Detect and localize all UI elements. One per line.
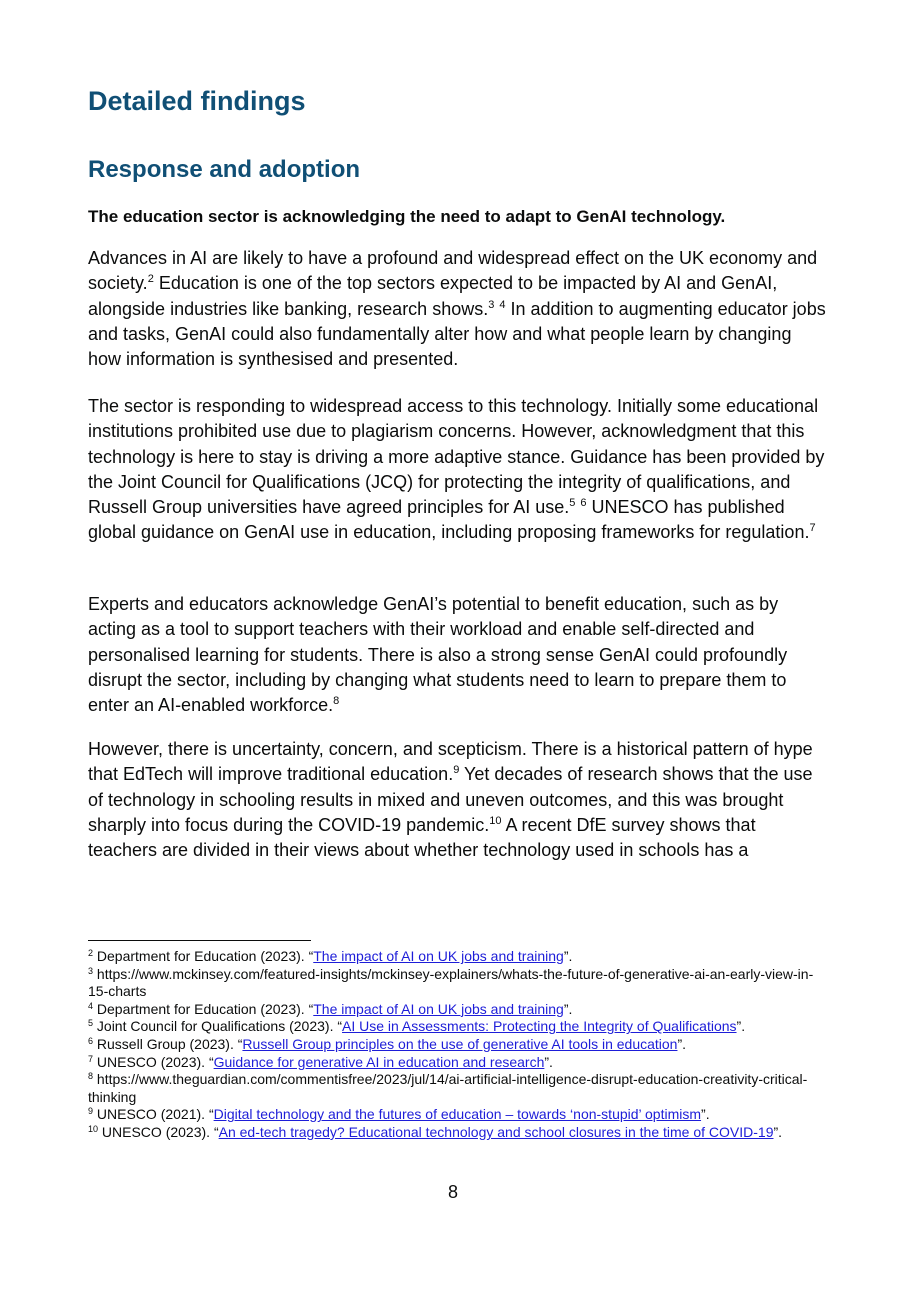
paragraph-1 — [88, 246, 828, 372]
paragraph-text: Education is one of the top sectors expected to be impacted by AI and GenAI, alongside industries like banking, research shows. — [88, 273, 778, 319]
footnote-url: https://www.mckinsey.com/featured-insights/mckinsey-explainers/whats-the-future-of-generative-ai-an-early-view-in-15-charts — [88, 965, 814, 1000]
footnote-divider — [88, 940, 311, 941]
footnote-text: Department for Education (2023). “ — [93, 1000, 314, 1017]
paragraph-text: In addition to augmenting educator jobs and tasks, GenAI could also fundamentally alter how and what people learn by changing how information is synthesised and presented. — [88, 298, 826, 370]
footnote-2 — [88, 948, 828, 966]
footnote-text: ”. — [544, 1053, 553, 1070]
page-number: 8 — [447, 1182, 458, 1202]
footnote-ref: 4 — [499, 298, 506, 311]
paragraph-text: UNESCO has published global guidance on GenAI use in education, including proposing frameworks for regulation. — [88, 497, 810, 543]
footnote-number: 2 — [88, 948, 94, 958]
footnote-link[interactable]: An ed-tech tragedy? Educational technology and school closures in the time of COVID-19 — [218, 1123, 774, 1140]
footnote-text: ”. — [563, 1000, 573, 1017]
paragraph-2 — [88, 394, 828, 546]
footnotes — [88, 948, 828, 1142]
footnote-number: 6 — [88, 1035, 94, 1046]
footnote-ref: 2 — [147, 273, 154, 286]
paragraph-text: Experts and educators acknowledge GenAI’s potential to benefit education, such as by acting as a tool to support teachers with their workload and enable self-directed and personalised learning for students. There is also a strong sense GenAI could profoundly disrupt the sector, including by changing what students need to learn to prepare them to enter an AI-enabled workforce. — [88, 594, 788, 716]
paragraph-text: Yet decades of research shows that the use of technology in schooling results in mixed and uneven outcomes, and this was brought sharply into focus during the COVID-19 pandemic. — [88, 764, 813, 835]
footnote-number: 5 — [88, 1018, 94, 1029]
footnote-link[interactable]: Russell Group principles on the use of generative AI tools in education — [242, 1035, 678, 1052]
footnote-text: ”. — [701, 1106, 710, 1123]
footnote-text: UNESCO (2021). “ — [93, 1106, 214, 1123]
paragraph-3 — [88, 592, 828, 718]
footnote-ref: 7 — [809, 522, 816, 535]
footnote-text: UNESCO (2023). “ — [93, 1053, 214, 1070]
paragraph-text: A recent DfE survey shows that teachers are divided in their views about whether technology used in schools has a — [88, 814, 756, 861]
footnote-text: ”. — [773, 1123, 783, 1140]
footnote-text: Russell Group (2023). “ — [93, 1035, 243, 1052]
footnote-ref: 5 — [569, 497, 576, 510]
page-title: Detailed findings — [88, 86, 306, 116]
paragraph-4 — [88, 737, 828, 863]
footnote-text: ”. — [563, 948, 573, 964]
footnote-ref: 8 — [333, 695, 340, 708]
footnote-link[interactable]: AI Use in Assessments: Protecting the Integrity of Qualifications — [342, 1018, 737, 1035]
footnote-text: UNESCO (2023). “ — [98, 1123, 219, 1140]
footnote-number: 10 — [88, 1123, 99, 1134]
footnote-5 — [88, 1018, 828, 1036]
footnote-ref: 3 — [488, 298, 495, 311]
footnote-ref: 9 — [453, 764, 460, 777]
footnote-link[interactable]: The impact of AI on UK jobs and training — [313, 1000, 564, 1017]
paragraph-text: However, there is uncertainty, concern, and scepticism. There is a historical pattern of hype that EdTech will improve traditional education. — [88, 739, 813, 785]
footnote-number: 4 — [88, 1000, 94, 1011]
footnote-ref: 6 — [580, 497, 587, 510]
footnote-url: https://www.theguardian.com/commentisfree/2023/jul/14/ai-artificial-intelligence-disrupt-education-creativity-critical-thinking — [88, 1071, 808, 1105]
footnote-4 — [88, 1001, 828, 1019]
footnote-number: 7 — [88, 1053, 94, 1064]
paragraph-text: Advances in AI are likely to have a profound and widespread effect on the UK economy and society. — [88, 248, 818, 294]
footnote-link[interactable]: Guidance for generative AI in education and research — [213, 1053, 545, 1070]
footnote-text: ”. — [736, 1018, 746, 1035]
footnote-number: 3 — [88, 965, 94, 976]
footnote-9 — [88, 1106, 828, 1124]
footnote-7 — [88, 1054, 828, 1072]
footnote-link[interactable]: The impact of AI on UK jobs and training — [313, 948, 564, 964]
footnote-ref: 10 — [489, 814, 502, 827]
footnote-text: ”. — [677, 1035, 687, 1052]
footnote-number: 8 — [88, 1071, 94, 1082]
lead-statement: The education sector is acknowledging the need to adapt to GenAI technology. — [88, 207, 726, 226]
footnote-6 — [88, 1036, 828, 1054]
paragraph-text: The sector is responding to widespread access to this technology. Initially some educational institutions prohibited use due to plagiarism concerns. However, acknowledgment that this technology is here to stay is driving a more adaptive stance. Guidance has been provided by the Joint Council for Qualifications (JCQ) for protecting the integrity of qualifications, and Russell Group universities have agreed principles for AI use. — [88, 396, 825, 518]
footnote-3 — [88, 966, 828, 1001]
footnote-number: 9 — [88, 1106, 94, 1117]
footnote-link[interactable]: Digital technology and the futures of education – towards ‘non-stupid’ optimism — [213, 1106, 702, 1123]
footnote-text: Joint Council for Qualifications (2023). “ — [93, 1018, 343, 1035]
footnote-8 — [88, 1071, 828, 1106]
footnote-10 — [88, 1124, 828, 1142]
footnote-text: Department for Education (2023). “ — [93, 948, 314, 964]
section-heading: Response and adoption — [88, 156, 361, 183]
